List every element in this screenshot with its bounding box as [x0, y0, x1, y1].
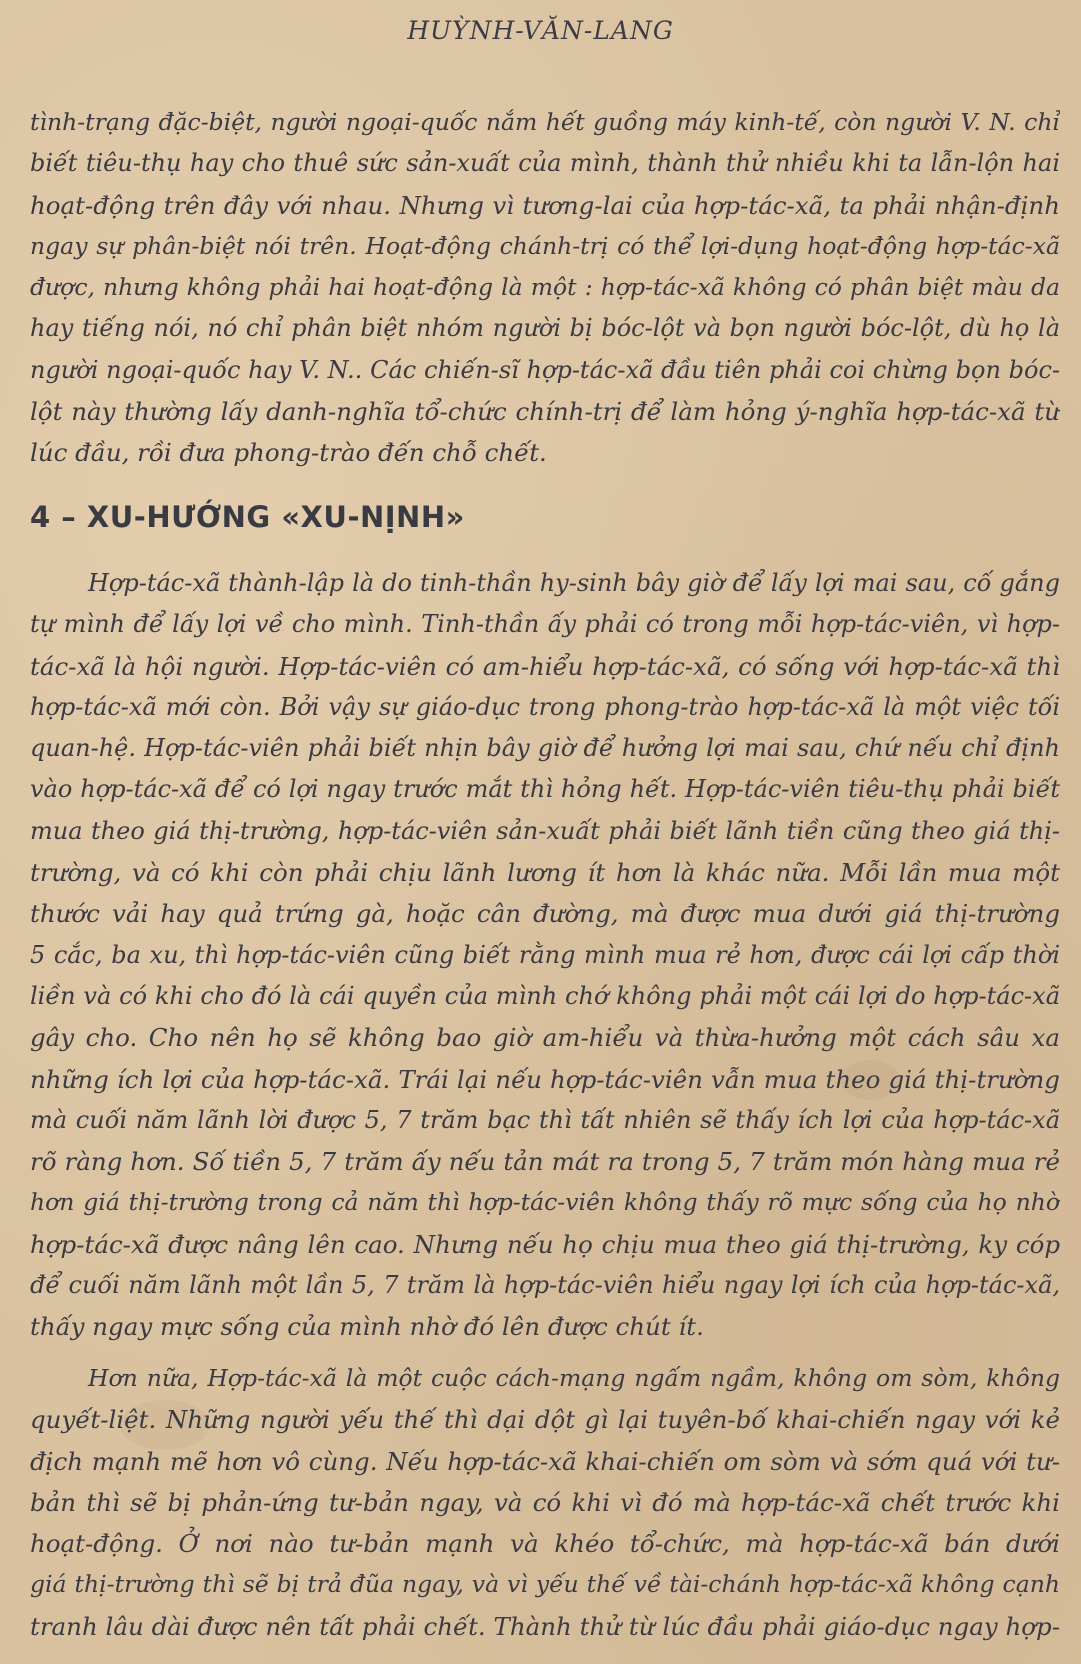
text-line: để cuối năm lãnh một lần 5, 7 trăm là hợp-tác-viên hiểu ngay lợi ích của hợp-tác-xã, [30, 1271, 1060, 1300]
text-line: trường, và có khi còn phải chịu lãnh lương ít hơn là khác nữa. Mỗi lần mua một [30, 858, 1060, 888]
text-line: tác-xã là hội người. Hợp-tác-viên có am-hiểu hợp-tác-xã, có sống với hợp-tác-xã thì [30, 651, 1060, 681]
text-line: Hơn nữa, Hợp-tác-xã là một cuộc cách-mạng ngấm ngầm, không om sòm, không [88, 1364, 1060, 1392]
running-title: HUỲNH-VĂN-LANG [407, 16, 674, 45]
text-line: hợp-tác-xã mới còn. Bởi vậy sự giáo-dục trong phong-trào hợp-tác-xã là một việc tối [30, 692, 1060, 721]
text-line: 5 cắc, ba xu, thì hợp-tác-viên cũng biết rằng mình mua rẻ hơn, được cái lợi cấp thời [30, 940, 1060, 969]
text-line: tình-trạng đặc-biệt, người ngoại-quốc nắm hết guồng máy kinh-tế, còn người V. N. chỉ [30, 108, 1060, 136]
text-line: lúc đầu, rồi đưa phong-trào đến chỗ chết. [30, 438, 547, 468]
text-line: địch mạnh mẽ hơn vô cùng. Nếu hợp-tác-xã khai-chiến om sòm và sớm quá với tư- [30, 1446, 1060, 1476]
text-line: mà cuối năm lãnh lời được 5, 7 trăm bạc thì tất nhiên sẽ thấy ích lợi của hợp-tác-xã [30, 1105, 1060, 1134]
text-line: hợp-tác-xã được nâng lên cao. Nhưng nếu họ chịu mua theo giá thị-trường, ky cóp [30, 1229, 1060, 1259]
paragraph-3 [30, 1358, 1060, 1647]
text-line: tự mình để lấy lợi về cho mình. Tinh-thần ấy phải có trong mỗi hợp-tác-viên, vì hợp- [30, 610, 1060, 639]
text-line: những ích lợi của hợp-tác-xã. Trái lại nếu hợp-tác-viên vẫn mua theo giá thị-trường [30, 1064, 1060, 1094]
text-line: ngay sự phân-biệt nói trên. Hoạt-động chánh-trị có thể lợi-dụng hoạt-động hợp-tác-xã [30, 231, 1060, 260]
text-line: gây cho. Cho nên họ sẽ không bao giờ am-hiểu và thừa-hưởng một cách sâu xa [30, 1023, 1060, 1053]
text-line: liền và có khi cho đó là cái quyền của mình chớ không phải một cái lợi do hợp-tác-xã [30, 981, 1060, 1010]
text-line: thấy ngay mực sống của mình nhờ đó lên được chút ít. [30, 1312, 704, 1342]
text-line: lột này thường lấy danh-nghĩa tổ-chức chính-trị để làm hỏng ý-nghĩa hợp-tác-xã từ [30, 397, 1060, 427]
text-line: bản thì sẽ bị phản-ứng tư-bản ngay, và có khi vì đó mà hợp-tác-xã chết trước khi [30, 1487, 1060, 1517]
text-line: được, nhưng không phải hai hoạt-động là một : hợp-tác-xã không có phân biệt màu da [30, 273, 1060, 302]
text-line: giá thị-trường thì sẽ bị trả đũa ngay, và vì yếu thế về tài-chánh hợp-tác-xã không cạnh [30, 1570, 1060, 1599]
text-line: vào hợp-tác-xã để có lợi ngay trước mắt thì hỏng hết. Hợp-tác-viên tiêu-thụ phải biết [30, 775, 1060, 804]
text-line: rõ ràng hơn. Số tiền 5, 7 trăm ấy nếu tản mát ra trong 5, 7 trăm món hàng mua rẻ [30, 1147, 1060, 1177]
text-line: Hợp-tác-xã thành-lập là do tinh-thần hy-sinh bây giờ để lấy lợi mai sau, cố gắng [88, 569, 1060, 597]
section-heading: 4 – XU-HƯỚNG «XU-NỊNH» [30, 500, 465, 534]
text-line: quyết-liệt. Những người yếu thế thì dại dột gì lại tuyên-bố khai-chiến ngay với kẻ [30, 1405, 1060, 1435]
text-line: hoạt-động. Ở nơi nào tư-bản mạnh và khéo tổ-chức, mà hợp-tác-xã bán dưới [30, 1529, 1060, 1559]
paragraph-1 [30, 102, 1060, 474]
text-line: hơn giá thị-trường trong cả năm thì hợp-tác-viên không thấy rõ mực sống của họ nhờ [30, 1188, 1060, 1217]
text-line: quan-hệ. Hợp-tác-viên phải biết nhịn bây giờ để hưởng lợi mai sau, chứ nếu chỉ định [30, 734, 1060, 763]
text-line: tranh lâu dài được nên tất phải chết. Thành thử từ lúc đầu phải giáo-dục ngay hợp- [30, 1611, 1060, 1641]
text-line: hoạt-động trên đây với nhau. Nhưng vì tương-lai của hợp-tác-xã, ta phải nhận-định [30, 190, 1060, 220]
paragraph-2 [30, 563, 1060, 1348]
text-line: hay tiếng nói, nó chỉ phân biệt nhóm người bị bóc-lột và bọn người bóc-lột, dù họ là [30, 314, 1060, 343]
text-line: mua theo giá thị-trường, hợp-tác-viên sản-xuất phải biết lãnh tiền cũng theo giá thị- [30, 816, 1060, 845]
text-line: người ngoại-quốc hay V. N.. Các chiến-sĩ hợp-tác-xã đầu tiên phải coi chừng bọn bóc- [30, 355, 1060, 384]
text-line: biết tiêu-thụ hay cho thuê sức sản-xuất của mình, thành thử nhiều khi ta lẫn-lộn hai [30, 149, 1060, 178]
text-line: thước vải hay quả trứng gà, hoặc cân đường, mà được mua dưới giá thị-trường [30, 899, 1060, 929]
